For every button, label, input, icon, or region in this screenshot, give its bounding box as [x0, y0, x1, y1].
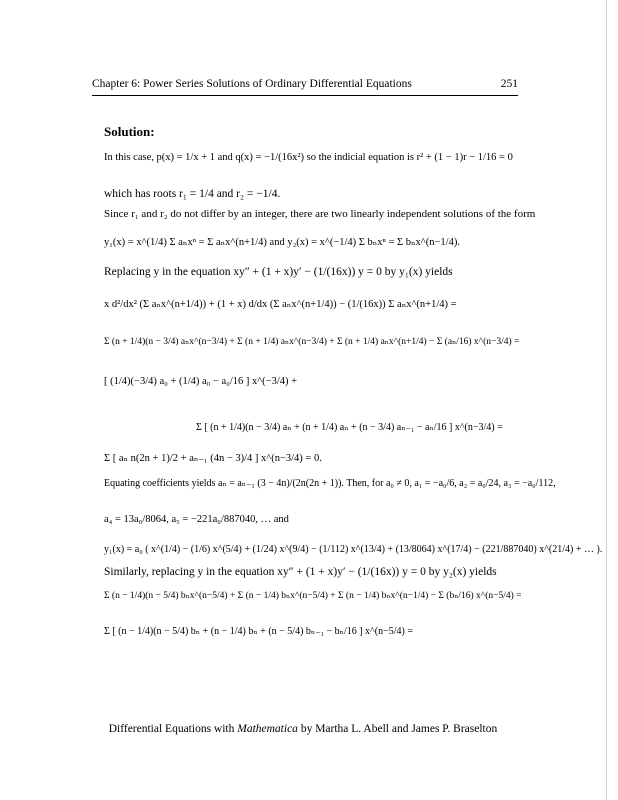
- higher-coefficients-line: a₄ = 13a₀/8064, a₅ = −221a₀/887040, … and: [104, 514, 289, 525]
- independence-line: Since r₁ and r₂ do not differ by an integer, there are two linearly independent solutions of the form: [104, 208, 536, 220]
- recurrence-sum-equation: Σ [ aₙ n(2n + 1)/2 + aₙ₋₁ (4n − 3)/4 ] x^(n−3/4) = 0.: [104, 453, 322, 464]
- substitution-line-1: Replacing y in the equation xy″ + (1 + x)y′ − (1/(16x)) y = 0 by y₁(x) yields: [104, 266, 453, 278]
- combined-sum-equation: Σ [ (n + 1/4)(n − 3/4) aₙ + (n + 1/4) aₙ + (n − 3/4) aₙ₋₁ − aₙ/16 ] x^(n−3/4) =: [196, 422, 503, 433]
- substitution-line-2: Similarly, replacing y in the equation xy″ + (1 + x)y′ − (1/(16x)) y = 0 by y₂(x) yields: [104, 566, 497, 578]
- y2-combined-sum-equation: Σ [ (n − 1/4)(n − 5/4) bₙ + (n − 1/4) bₙ + (n − 5/4) bₙ₋₁ − bₙ/16 ] x^(n−5/4) =: [104, 626, 413, 637]
- indicial-equation-line: In this case, p(x) = 1/x + 1 and q(x) = −1/(16x²) so the indicial equation is r² + (1 − 1)r − 1/16 = 0: [104, 152, 513, 163]
- page-number: 251: [500, 78, 518, 90]
- series-form-equation: y₁(x) = x^(1/4) Σ aₙxⁿ = Σ aₙx^(n+1/4) and y₂(x) = x^(−1/4) Σ bₙxⁿ = Σ bₙx^(n−1/4).: [104, 237, 460, 248]
- page-footer: [0, 723, 606, 735]
- solution-heading: Solution:: [104, 124, 155, 139]
- coefficients-line: Equating coefficients yields aₙ = aₙ₋₁ (3 − 4n)/(2n(2n + 1)). Then, for a₀ ≠ 0, a₁ = −a₀/6, a₂ = a₀/24, a₃ = −a₀/112,: [104, 478, 556, 489]
- footer-italic-title: Mathematica: [237, 723, 298, 735]
- footer-suffix: by Martha L. Abell and James P. Braselton: [297, 723, 498, 735]
- header-rule: [92, 95, 518, 96]
- page-edge-line: [606, 0, 607, 800]
- leading-term-equation: [ (1/4)(−3/4) a₀ + (1/4) a₀ − a₀/16 ] x^(−3/4) +: [104, 376, 298, 387]
- chapter-title: Chapter 6: Power Series Solutions of Ordinary Differential Equations: [92, 78, 412, 90]
- derivative-equation: x d²/dx² (Σ aₙx^(n+1/4)) + (1 + x) d/dx (Σ aₙx^(n+1/4)) − (1/(16x)) Σ aₙx^(n+1/4) =: [104, 299, 457, 310]
- roots-line: which has roots r₁ = 1/4 and r₂ = −1/4.: [104, 188, 281, 200]
- expanded-sum-equation: Σ (n + 1/4)(n − 3/4) aₙx^(n−3/4) + Σ (n + 1/4) aₙx^(n−3/4) + Σ (n + 1/4) aₙx^(n+1/4) − Σ (aₙ/16) x^(n−3/4) =: [104, 337, 520, 347]
- y1-solution-equation: y₁(x) = a₀ ( x^(1/4) − (1/6) x^(5/4) + (1/24) x^(9/4) − (1/112) x^(13/4) + (13/8064) x^(17/4) − (221/887040) x^(21/4) + … ).: [104, 544, 603, 555]
- footer-prefix: Differential Equations with: [108, 723, 238, 735]
- y2-expanded-sum-equation: Σ (n − 1/4)(n − 5/4) bₙx^(n−5/4) + Σ (n − 1/4) bₙx^(n−5/4) + Σ (n − 1/4) bₙx^(n−1/4) − Σ (bₙ/16) x^(n−5/4) =: [104, 591, 522, 601]
